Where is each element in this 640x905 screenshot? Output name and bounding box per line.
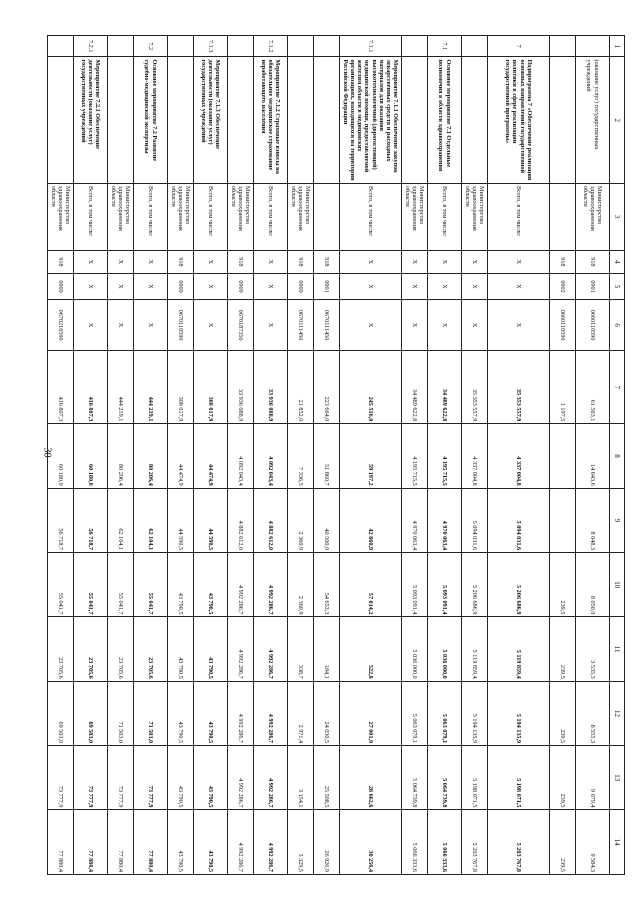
value-year-1: 44 474,9 bbox=[168, 424, 194, 488]
value-year-2: 44 590,5 bbox=[194, 488, 228, 552]
code-grbs: X bbox=[340, 250, 402, 274]
activity-name bbox=[108, 57, 134, 184]
value-year-5: 43 790,5 bbox=[168, 681, 194, 745]
value-year-3: 55 041,7 bbox=[108, 553, 134, 617]
responsible-party: Всего, в том числе: bbox=[428, 184, 462, 251]
value-year-7: 77 880,4 bbox=[134, 810, 168, 875]
value-total: 444 219,1 bbox=[134, 351, 168, 424]
value-total: 35 353 557,9 bbox=[462, 351, 488, 424]
code-grbs: X bbox=[402, 250, 428, 274]
value-year-2: 8 048,3 bbox=[576, 488, 610, 552]
responsible-party: Министерство здравоохранения области bbox=[576, 184, 610, 251]
activity-name: Мероприятие 7.1.3 Обеспечение деятельности (оказание услуг) государственных учреждений bbox=[194, 57, 228, 184]
code-target: X bbox=[254, 299, 288, 350]
value-year-6: 73 777,9 bbox=[134, 746, 168, 810]
value-total: 444 219,1 bbox=[108, 351, 134, 424]
value-year-5: 2 971,4 bbox=[288, 681, 314, 745]
value-year-5: 239,5 bbox=[550, 681, 576, 745]
code-section: 0909 bbox=[288, 274, 314, 300]
value-year-2: 56 718,7 bbox=[74, 488, 108, 552]
code-grbs: X bbox=[108, 250, 134, 274]
code-target: 0660110590 bbox=[550, 299, 576, 350]
value-year-3: 54 653,3 bbox=[314, 553, 340, 617]
value-year-4: 5 119 859,4 bbox=[462, 617, 488, 681]
value-year-2: 5 094 031,6 bbox=[462, 488, 488, 552]
value-year-1: 80 206,4 bbox=[134, 424, 168, 488]
value-year-6: 5 198 071,5 bbox=[488, 746, 550, 810]
value-total: 33 936 088,9 bbox=[254, 351, 288, 424]
responsible-party: Министерство здравоохранения области bbox=[108, 184, 134, 251]
value-year-6: 73 777,9 bbox=[74, 746, 108, 810]
value-year-4: 23 705,6 bbox=[48, 617, 74, 681]
table-row bbox=[428, 36, 462, 875]
value-year-6: 5 064 739,8 bbox=[428, 746, 462, 810]
value-year-1: 14 643,6 bbox=[576, 424, 610, 488]
code-grbs: 918 bbox=[576, 250, 610, 274]
value-year-1: 59 197,2 bbox=[340, 424, 402, 488]
value-year-3: 2 360,9 bbox=[288, 553, 314, 617]
activity-name bbox=[168, 57, 194, 184]
value-year-6: 73 777,9 bbox=[108, 746, 134, 810]
row-number: 7.2 bbox=[134, 36, 168, 57]
value-year-6: 4 992 286,7 bbox=[228, 746, 254, 810]
value-year-6: 3 154,1 bbox=[288, 746, 314, 810]
row-number bbox=[576, 36, 610, 57]
column-header: 1 bbox=[610, 36, 625, 57]
activity-name bbox=[550, 57, 576, 184]
activity-name: Подпрограмма 7 «Обеспечение реализации основных направлений государственной политики в сфере реализации государственной программы» bbox=[488, 57, 550, 184]
value-year-6: 25 508,5 bbox=[314, 746, 340, 810]
value-year-4: 23 705,6 bbox=[108, 617, 134, 681]
code-grbs: X bbox=[428, 250, 462, 274]
code-section: 0909 bbox=[168, 274, 194, 300]
value-total: 61 503,1 bbox=[576, 351, 610, 424]
table-container bbox=[49, 35, 625, 875]
table-row bbox=[254, 36, 288, 875]
code-grbs: 918 bbox=[314, 250, 340, 274]
value-year-5: 5 063 079,1 bbox=[428, 681, 462, 745]
code-section: X bbox=[74, 274, 108, 300]
activity-name bbox=[462, 57, 488, 184]
code-section: X bbox=[108, 274, 134, 300]
code-target: X bbox=[194, 299, 228, 350]
code-grbs: 918 bbox=[48, 250, 74, 274]
value-year-6: 28 662,6 bbox=[340, 746, 402, 810]
value-year-1: 44 474,9 bbox=[194, 424, 228, 488]
code-section: X bbox=[488, 274, 550, 300]
value-year-7: 4 992 286,7 bbox=[228, 810, 254, 875]
code-section: X bbox=[254, 274, 288, 300]
value-year-4: 338,7 bbox=[288, 617, 314, 681]
code-target: 0670110590 bbox=[168, 299, 194, 350]
value-year-3: 55 041,7 bbox=[134, 553, 168, 617]
value-year-4: 239,5 bbox=[550, 617, 576, 681]
value-total: 34 489 622,8 bbox=[428, 351, 462, 424]
code-target: X bbox=[488, 299, 550, 350]
value-year-6: 5 198 071,5 bbox=[462, 746, 488, 810]
row-number bbox=[550, 36, 576, 57]
value-year-1: 60 180,0 bbox=[48, 424, 74, 488]
table-row bbox=[402, 36, 428, 875]
activity-name bbox=[288, 57, 314, 184]
value-year-7: 43 790,5 bbox=[168, 810, 194, 875]
value-total: 35 353 557,9 bbox=[488, 351, 550, 424]
code-grbs: X bbox=[254, 250, 288, 274]
row-number bbox=[48, 36, 74, 57]
value-year-7: 77 880,4 bbox=[74, 810, 108, 875]
code-target: X bbox=[402, 299, 428, 350]
value-year-2: 42 860,9 bbox=[340, 488, 402, 552]
row-number bbox=[108, 36, 134, 57]
responsible-party bbox=[314, 184, 340, 251]
value-year-3: 5 206 686,9 bbox=[462, 553, 488, 617]
value-year-2: 56 718,7 bbox=[48, 488, 74, 552]
value-total: 21 852,0 bbox=[288, 351, 314, 424]
table-row bbox=[48, 36, 74, 875]
activity-name bbox=[228, 57, 254, 184]
code-section: X bbox=[134, 274, 168, 300]
code-target: X bbox=[462, 299, 488, 350]
value-year-5: 5 194 135,9 bbox=[462, 681, 488, 745]
code-target: 0660110590 bbox=[576, 299, 610, 350]
table-row bbox=[550, 36, 576, 875]
value-year-3: 8 050,0 bbox=[576, 553, 610, 617]
value-year-1: 4 092 043,4 bbox=[228, 424, 254, 488]
value-year-7: 77 880,4 bbox=[48, 810, 74, 875]
value-year-1: 51 860,7 bbox=[314, 424, 340, 488]
column-header: 9 bbox=[610, 488, 625, 552]
value-year-5: 24 030,5 bbox=[314, 681, 340, 745]
activity-name: Мероприятие 7.1.1 Обеспечение закупок лекарственных средств и расходных материалов для оказания высокотехнологичной (дорогостоящей) медицинской помощи, предоставляемой жителям области в медицинских организациях, находящихся на территории Российской Федерации bbox=[340, 57, 402, 184]
value-year-6: 43 790,5 bbox=[168, 746, 194, 810]
responsible-party: Всего, в том числе: bbox=[74, 184, 108, 251]
code-target: 0670210590 bbox=[48, 299, 74, 350]
value-year-5: 5 063 079,1 bbox=[402, 681, 428, 745]
value-year-4: 522,8 bbox=[340, 617, 402, 681]
budget-table bbox=[47, 35, 625, 875]
value-total: 245 516,0 bbox=[340, 351, 402, 424]
value-year-6: 43 790,5 bbox=[194, 746, 228, 810]
value-year-4: 23 705,6 bbox=[134, 617, 168, 681]
code-target: 0670111450 bbox=[314, 299, 340, 350]
column-header: 11 bbox=[610, 617, 625, 681]
value-year-7: 9 584,3 bbox=[576, 810, 610, 875]
row-number bbox=[462, 36, 488, 57]
row-number: 7.1.2 bbox=[254, 36, 288, 57]
row-number: 7.2.1 bbox=[74, 36, 108, 57]
column-header: 8 bbox=[610, 424, 625, 488]
value-year-3: 57 014,2 bbox=[340, 553, 402, 617]
value-year-1: 80 206,4 bbox=[108, 424, 134, 488]
table-row bbox=[576, 36, 610, 875]
value-year-3: 43 790,5 bbox=[194, 553, 228, 617]
value-year-6: 4 992 286,7 bbox=[254, 746, 288, 810]
code-target: X bbox=[74, 299, 108, 350]
value-year-1 bbox=[550, 424, 576, 488]
activity-name: (оказание услуг) государственных учреждений bbox=[576, 57, 610, 184]
code-target: X bbox=[428, 299, 462, 350]
value-year-7: 5 203 767,8 bbox=[462, 810, 488, 875]
value-year-3: 5 093 091,4 bbox=[428, 553, 462, 617]
value-year-2: 5 094 031,6 bbox=[488, 488, 550, 552]
value-total: 416 807,3 bbox=[48, 351, 74, 424]
code-section: X bbox=[402, 274, 428, 300]
value-year-2: 40 500,0 bbox=[314, 488, 340, 552]
value-total: 34 489 622,8 bbox=[402, 351, 428, 424]
row-number: 7.1 bbox=[428, 36, 462, 57]
value-year-4: 4 992 286,7 bbox=[228, 617, 254, 681]
responsible-party: Министерство здравоохранения области bbox=[168, 184, 194, 251]
value-year-3: 55 041,7 bbox=[48, 553, 74, 617]
column-header: 10 bbox=[610, 553, 625, 617]
responsible-party: Всего, в том числе: bbox=[134, 184, 168, 251]
value-total: 223 664,0 bbox=[314, 351, 340, 424]
value-year-5: 71 503,0 bbox=[108, 681, 134, 745]
code-section: 0901 bbox=[314, 274, 340, 300]
code-target: 0670111450 bbox=[288, 299, 314, 350]
value-year-6: 73 777,9 bbox=[48, 746, 74, 810]
value-year-2: 44 590,5 bbox=[168, 488, 194, 552]
column-header: 12 bbox=[610, 681, 625, 745]
table-row bbox=[168, 36, 194, 875]
code-section: X bbox=[428, 274, 462, 300]
row-number bbox=[228, 36, 254, 57]
value-year-7: 77 880,4 bbox=[108, 810, 134, 875]
code-target: X bbox=[340, 299, 402, 350]
value-year-4: 43 790,5 bbox=[194, 617, 228, 681]
code-grbs: 918 bbox=[168, 250, 194, 274]
value-year-4: 5 119 859,4 bbox=[488, 617, 550, 681]
value-year-2: 4 882 612,0 bbox=[254, 488, 288, 552]
value-year-2: 4 882 612,0 bbox=[228, 488, 254, 552]
value-year-1: 60 180,0 bbox=[74, 424, 108, 488]
responsible-party: Всего, в том числе: bbox=[488, 184, 550, 251]
value-year-7: 5 066 333,6 bbox=[402, 810, 428, 875]
activity-name: Мероприятие 7.2.1 Обеспечение деятельности (оказание услуг) государственных учреждений bbox=[74, 57, 108, 184]
value-year-1: 4 092 043,4 bbox=[254, 424, 288, 488]
activity-name: Основное мероприятие 7.2 Развитие судебно-медицинской экспертизы bbox=[134, 57, 168, 184]
value-year-5: 43 790,5 bbox=[194, 681, 228, 745]
code-target: X bbox=[134, 299, 168, 350]
column-header: 13 bbox=[610, 746, 625, 810]
activity-name bbox=[402, 57, 428, 184]
column-header: 4 bbox=[610, 250, 625, 274]
responsible-party: Министерство здравоохранения области bbox=[228, 184, 254, 251]
table-row bbox=[134, 36, 168, 875]
activity-name: Основное мероприятие 7.1 Отдельные полномочия в области здравоохранения bbox=[428, 57, 462, 184]
value-year-7: 30 256,4 bbox=[340, 810, 402, 875]
value-year-1: 7 336,5 bbox=[288, 424, 314, 488]
table-row bbox=[462, 36, 488, 875]
value-year-6: 239,5 bbox=[550, 746, 576, 810]
value-year-7: 5 066 333,6 bbox=[428, 810, 462, 875]
value-year-2: 62 104,1 bbox=[134, 488, 168, 552]
row-number bbox=[288, 36, 314, 57]
responsible-party: Министерство здравоохранения области bbox=[288, 184, 314, 251]
column-header: 2 bbox=[610, 57, 625, 184]
value-year-5: 5 194 135,9 bbox=[488, 681, 550, 745]
row-number bbox=[168, 36, 194, 57]
row-number: 7.1.3 bbox=[194, 36, 228, 57]
value-year-3: 239,5 bbox=[550, 553, 576, 617]
value-total: 1 197,5 bbox=[550, 351, 576, 424]
code-grbs: X bbox=[488, 250, 550, 274]
column-header: 6 bbox=[610, 299, 625, 350]
code-grbs: X bbox=[74, 250, 108, 274]
header-row bbox=[610, 36, 625, 875]
code-section: 0901 bbox=[576, 274, 610, 300]
value-year-5: 4 992 286,7 bbox=[228, 681, 254, 745]
column-header: 14 bbox=[610, 810, 625, 875]
value-year-7: 5 203 767,8 bbox=[488, 810, 550, 875]
code-grbs: X bbox=[194, 250, 228, 274]
responsible-party: Всего, в том числе: bbox=[340, 184, 402, 251]
value-year-7: 4 992 286,7 bbox=[254, 810, 288, 875]
responsible-party: Всего, в том числе: bbox=[254, 184, 288, 251]
value-year-2: 62 104,1 bbox=[108, 488, 134, 552]
value-year-3: 43 790,5 bbox=[168, 553, 194, 617]
code-target: X bbox=[108, 299, 134, 350]
value-year-4: 23 705,6 bbox=[74, 617, 108, 681]
value-year-5: 69 503,0 bbox=[74, 681, 108, 745]
code-grbs: X bbox=[134, 250, 168, 274]
table-row bbox=[108, 36, 134, 875]
value-year-7: 26 926,9 bbox=[314, 810, 340, 875]
responsible-party: Министерство здравоохранения области bbox=[402, 184, 428, 251]
responsible-party bbox=[550, 184, 576, 251]
code-section: 0902 bbox=[550, 274, 576, 300]
value-year-3: 5 093 091,4 bbox=[402, 553, 428, 617]
value-year-7: 43 790,5 bbox=[194, 810, 228, 875]
value-year-1: 4 195 715,5 bbox=[402, 424, 428, 488]
value-year-1: 4 337 004,8 bbox=[488, 424, 550, 488]
value-year-5: 8 555,3 bbox=[576, 681, 610, 745]
value-year-4: 43 790,5 bbox=[168, 617, 194, 681]
value-year-4: 5 036 000,0 bbox=[402, 617, 428, 681]
responsible-party: Министерство здравоохранения области bbox=[48, 184, 74, 251]
value-total: 416 807,3 bbox=[74, 351, 108, 424]
code-grbs: 918 bbox=[550, 250, 576, 274]
value-year-5: 71 503,0 bbox=[134, 681, 168, 745]
value-year-5: 69 503,0 bbox=[48, 681, 74, 745]
table-row bbox=[228, 36, 254, 875]
code-section: X bbox=[340, 274, 402, 300]
code-section: 0909 bbox=[228, 274, 254, 300]
responsible-party: Всего, в том числе: bbox=[194, 184, 228, 251]
activity-name: Мероприятие 7.1.2 Страховые взносы на обязательное медицинское страхование неработающего населения bbox=[254, 57, 288, 184]
value-year-6: 5 064 739,8 bbox=[402, 746, 428, 810]
activity-name bbox=[48, 57, 74, 184]
code-target: 0670187350 bbox=[228, 299, 254, 350]
value-year-2: 4 970 063,4 bbox=[402, 488, 428, 552]
column-header: 5 bbox=[610, 274, 625, 300]
table-row bbox=[488, 36, 550, 875]
value-year-7: 239,5 bbox=[550, 810, 576, 875]
code-section: X bbox=[194, 274, 228, 300]
code-grbs: 918 bbox=[288, 250, 314, 274]
value-year-4: 4 992 286,7 bbox=[254, 617, 288, 681]
table-row bbox=[74, 36, 108, 875]
row-number: 7.1.1 bbox=[340, 36, 402, 57]
responsible-party: Министерство здравоохранения области bbox=[462, 184, 488, 251]
value-year-3: 4 992 286,7 bbox=[228, 553, 254, 617]
value-year-6: 9 079,4 bbox=[576, 746, 610, 810]
value-year-4: 5 036 000,0 bbox=[428, 617, 462, 681]
table-row bbox=[288, 36, 314, 875]
value-year-1: 4 195 715,5 bbox=[428, 424, 462, 488]
code-grbs: 918 bbox=[228, 250, 254, 274]
value-total: 308 017,9 bbox=[168, 351, 194, 424]
table-row bbox=[314, 36, 340, 875]
table-row bbox=[340, 36, 402, 875]
row-number bbox=[314, 36, 340, 57]
value-year-4: 3 535,3 bbox=[576, 617, 610, 681]
value-year-5: 27 001,9 bbox=[340, 681, 402, 745]
value-total: 308 017,9 bbox=[194, 351, 228, 424]
column-header: 7 bbox=[610, 351, 625, 424]
row-number bbox=[402, 36, 428, 57]
value-year-2: 4 970 063,4 bbox=[428, 488, 462, 552]
code-section: 0909 bbox=[48, 274, 74, 300]
activity-name bbox=[314, 57, 340, 184]
value-year-4: 184,1 bbox=[314, 617, 340, 681]
column-header: 3 bbox=[610, 184, 625, 251]
code-grbs: X bbox=[462, 250, 488, 274]
value-year-5: 4 992 286,7 bbox=[254, 681, 288, 745]
value-year-7: 3 329,5 bbox=[288, 810, 314, 875]
value-year-3: 4 992 286,7 bbox=[254, 553, 288, 617]
value-year-1: 4 337 004,8 bbox=[462, 424, 488, 488]
value-year-2 bbox=[550, 488, 576, 552]
page-number: 30 bbox=[41, 447, 53, 458]
value-year-2: 2 360,9 bbox=[288, 488, 314, 552]
table-row bbox=[194, 36, 228, 875]
row-number: 7 bbox=[488, 36, 550, 57]
value-year-3: 5 206 686,9 bbox=[488, 553, 550, 617]
code-section: X bbox=[462, 274, 488, 300]
value-year-3: 55 041,7 bbox=[74, 553, 108, 617]
value-total: 33 936 088,9 bbox=[228, 351, 254, 424]
